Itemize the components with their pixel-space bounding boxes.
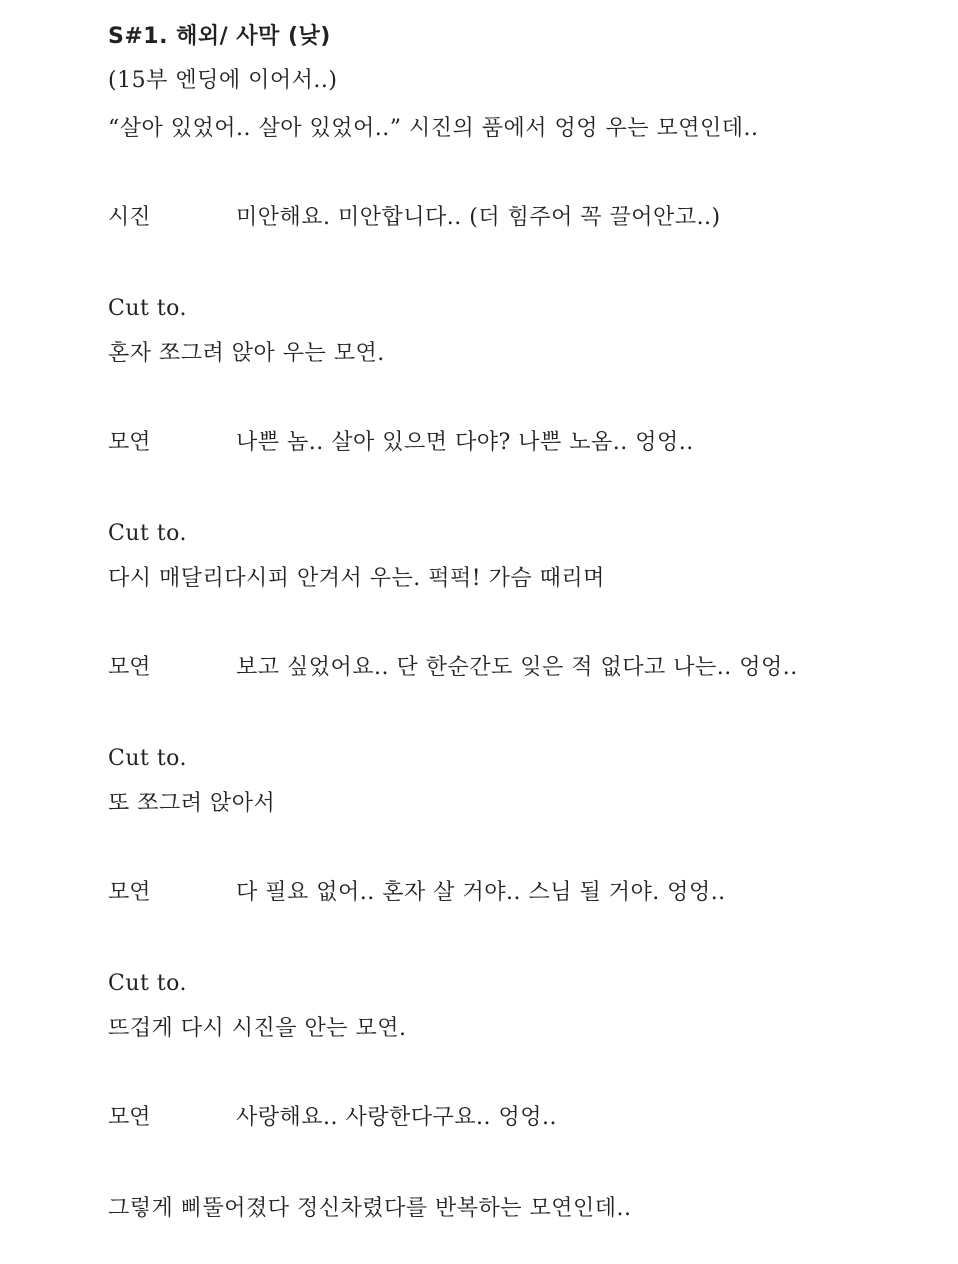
dialogue-text: 다 필요 없어.. 혼자 살 거야.. 스님 될 거야. 엉엉..: [236, 880, 726, 905]
action-line: “살아 있었어.. 살아 있었어..” 시진의 품에서 엉엉 우는 모연인데..: [108, 116, 759, 141]
dialogue-text: 보고 싶었어요.. 단 한순간도 잊은 적 없다고 나는.. 엉엉..: [236, 655, 798, 680]
transition-line: Cut to.: [108, 971, 188, 996]
action-line: 뜨겁게 다시 시진을 안는 모연.: [108, 1016, 407, 1041]
transition-line: Cut to.: [108, 296, 188, 321]
dialogue-speaker: 모연: [108, 430, 151, 455]
action-line: 그렇게 삐뚤어졌다 정신차렸다를 반복하는 모연인데..: [108, 1196, 632, 1221]
dialogue-speaker: 시진: [108, 205, 151, 230]
scene-heading: S#1. 해외/ 사막 (낮): [108, 24, 331, 49]
action-line: 혼자 쪼그려 앉아 우는 모연.: [108, 341, 385, 366]
action-line: (15부 엔딩에 이어서..): [108, 68, 338, 93]
dialogue-text: 사랑해요.. 사랑한다구요.. 엉엉..: [236, 1105, 557, 1130]
dialogue-speaker: 모연: [108, 880, 151, 905]
dialogue-text: 나쁜 놈.. 살아 있으면 다야? 나쁜 노옴.. 엉엉..: [236, 430, 694, 455]
dialogue-speaker: 모연: [108, 1105, 151, 1130]
transition-line: Cut to.: [108, 521, 188, 546]
transition-line: Cut to.: [108, 746, 188, 771]
action-line: 또 쪼그려 앉아서: [108, 791, 276, 816]
dialogue-speaker: 모연: [108, 655, 151, 680]
dialogue-text: 미안해요. 미안합니다.. (더 힘주어 꼭 끌어안고..): [236, 205, 721, 230]
action-line: 다시 매달리다시피 안겨서 우는. 퍽퍽! 가슴 때리며: [108, 566, 605, 591]
